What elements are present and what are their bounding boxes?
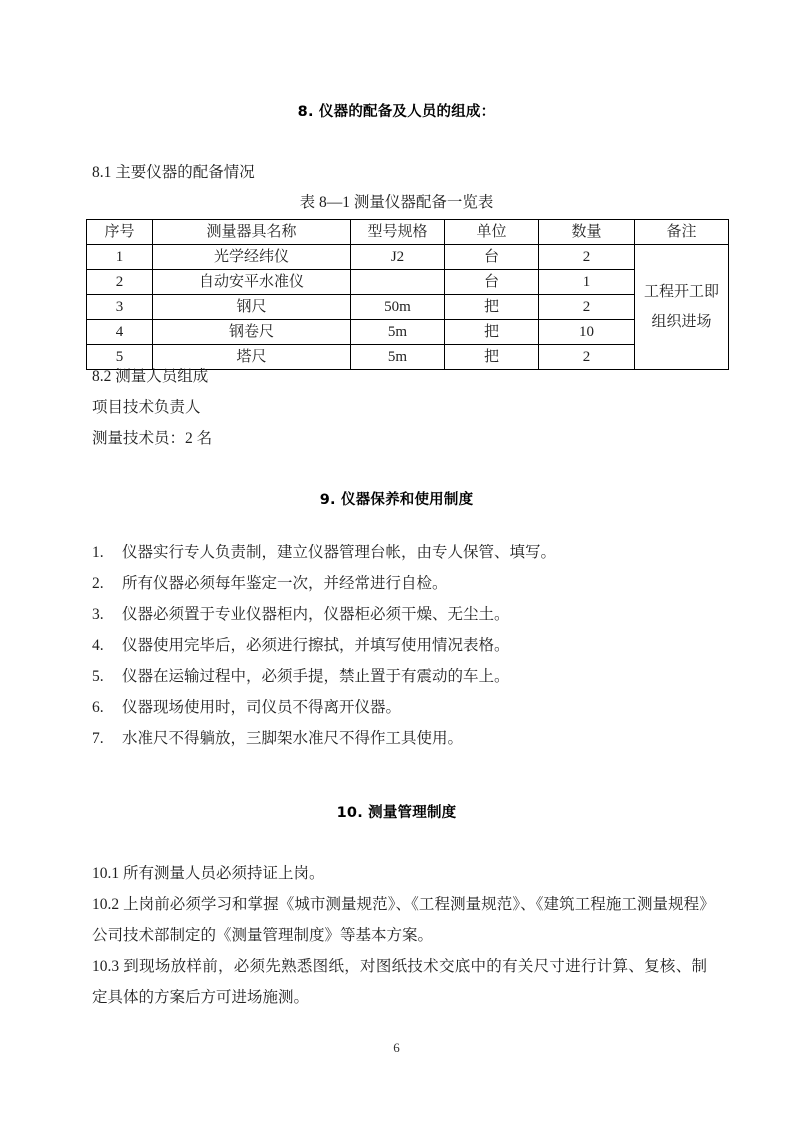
table-row (87, 270, 729, 295)
cell-unit: 把 (445, 345, 539, 370)
table-header-no: 序号 (87, 220, 153, 245)
list-item-number: 6. (92, 699, 104, 716)
list-item-number: 3. (92, 606, 104, 623)
list-item-number: 7. (92, 730, 104, 747)
cell-unit: 台 (445, 270, 539, 295)
list-item (92, 664, 712, 695)
table-header-remark: 备注 (635, 220, 729, 245)
list-item-text: 所有仪器必须每年鉴定一次，并经常进行自检。 (122, 575, 448, 592)
cell-qty: 2 (539, 245, 635, 270)
remark-line-1: 工程开工即 (643, 284, 719, 300)
list-item (92, 633, 712, 664)
cell-no: 4 (87, 320, 153, 345)
table-row (87, 295, 729, 320)
cell-unit: 把 (445, 295, 539, 320)
cell-name: 钢卷尺 (153, 320, 351, 345)
remark-line-2: 组织进场 (651, 314, 712, 330)
list-item (92, 540, 712, 571)
section-8-1-title: 8.1 主要仪器的配备情况 (92, 164, 255, 181)
cell-no: 1 (87, 245, 153, 270)
table-row (87, 320, 729, 345)
list-item-number: 5. (92, 668, 104, 685)
section-8-2-title: 8.2 测量人员组成 (92, 368, 209, 385)
cell-no: 5 (87, 345, 153, 370)
equipment-table (86, 219, 729, 370)
list-item-text: 水准尺不得躺放，三脚架水准尺不得作工具使用。 (122, 730, 464, 747)
page-number: 6 (393, 1040, 400, 1055)
list-item (92, 726, 712, 757)
cell-name: 塔尺 (153, 345, 351, 370)
cell-qty: 2 (539, 345, 635, 370)
cell-model: 50m (351, 295, 445, 320)
section-8-heading: 8. 仪器的配备及人员的组成： (297, 104, 496, 120)
table-header-unit: 单位 (445, 220, 539, 245)
cell-qty: 1 (539, 270, 635, 295)
list-item-number: 4. (92, 637, 104, 654)
list-item-text: 仪器在运输过程中，必须手提，禁止置于有震动的车上。 (122, 668, 510, 685)
section-10-heading: 10. 测量管理制度 (336, 805, 457, 821)
list-item-text: 仪器实行专人负责制，建立仪器管理台帐，由专人保管、填写。 (122, 544, 557, 561)
list-item-text: 仪器使用完毕后，必须进行擦拭，并填写使用情况表格。 (122, 637, 510, 654)
section-10-2-paragraph: 10.2 上岗前必须学习和掌握《城市测量规范》、《工程测量规范》、《建筑工程施工测量规程》公司技术部制定的《测量管理制度》等基本方案。 (92, 896, 707, 944)
cell-no: 3 (87, 295, 153, 320)
table-header-name: 测量器具名称 (153, 220, 351, 245)
cell-model: 5m (351, 345, 445, 370)
list-item (92, 602, 712, 633)
table-header-qty: 数量 (539, 220, 635, 245)
list-item-number: 1. (92, 544, 104, 561)
list-item-text: 仪器现场使用时，司仪员不得离开仪器。 (122, 699, 402, 716)
cell-unit: 把 (445, 320, 539, 345)
list-item-text: 仪器必须置于专业仪器柜内，仪器柜必须干燥、无尘土。 (122, 606, 510, 623)
table-row (87, 245, 729, 270)
cell-model: 5m (351, 320, 445, 345)
list-item (92, 571, 712, 602)
cell-name: 光学经纬仪 (153, 245, 351, 270)
cell-name: 钢尺 (153, 295, 351, 320)
list-item-number: 2. (92, 575, 104, 592)
maintenance-rules-list (92, 540, 712, 757)
cell-unit: 台 (445, 245, 539, 270)
list-item (92, 695, 712, 726)
section-10-1-paragraph: 10.1 所有测量人员必须持证上岗。 (92, 865, 325, 882)
staff-role-lead: 项目技术负责人 (92, 399, 201, 416)
section-9-heading: 9. 仪器保养和使用制度 (319, 492, 474, 508)
equipment-table-wrapper (86, 219, 722, 370)
cell-name: 自动安平水准仪 (153, 270, 351, 295)
table-caption: 表 8—1 测量仪器配备一览表 (299, 194, 494, 211)
table-header-row (87, 220, 729, 245)
table-header-model: 型号规格 (351, 220, 445, 245)
cell-remark-merged (635, 245, 729, 370)
section-10-3-paragraph: 10.3 到现场放样前，必须先熟悉图纸，对图纸技术交底中的有关尺寸进行计算、复核、制定具体的方案后方可进场施测。 (92, 958, 707, 1006)
staff-role-technician: 测量技术员：2 名 (92, 430, 213, 447)
cell-qty: 10 (539, 320, 635, 345)
cell-qty: 2 (539, 295, 635, 320)
cell-model (351, 270, 445, 295)
cell-no: 2 (87, 270, 153, 295)
cell-model: J2 (351, 245, 445, 270)
